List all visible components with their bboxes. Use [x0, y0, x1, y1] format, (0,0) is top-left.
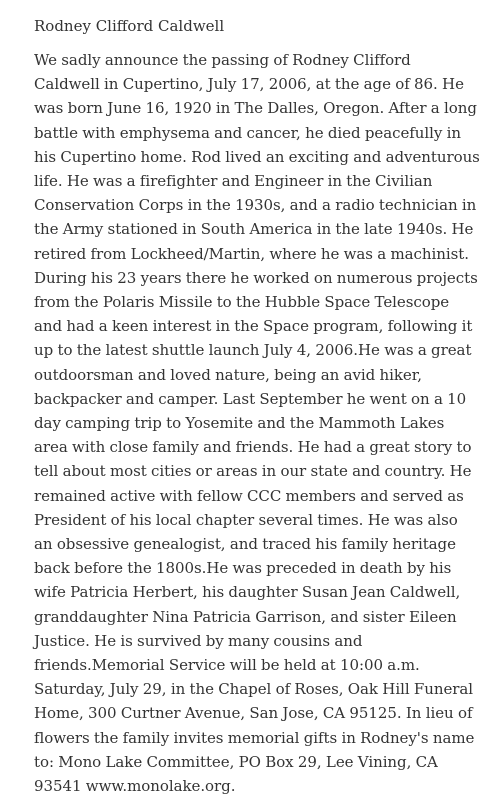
obituary-title: Rodney Clifford Caldwell	[34, 17, 225, 35]
obituary-document	[34, 14, 480, 798]
obituary-body: We sadly announce the passing of Rodney Clifford Caldwell in Cupertino, July 17, 2006, at the age of 86. He was born June 16, 1920 in The Dalles, Oregon. After a long battle with emphysema and cancer, he died peacefully in his Cupertino home. Rod lived an exciting and adventurous life. He was a firefighter and Engineer in the Civilian Conservation Corps in the 1930s, and a radio technician in the Army stationed in South America in the late 1940s. He retired from Lockheed/Martin, where he was a machinist. During his 23 years there he worked on numerous projects from the Polaris Missile to the Hubble Space Telescope and had a keen interest in the Space program, following it up to the latest shuttle launch July 4, 2006.He was a great outdoorsman and loved nature, being an avid hiker, backpacker and camper. Last September he went on a 10 day camping trip to Yosemite and the Mammoth Lakes area with close family and friends. He had a great story to tell about most cities or areas in our state and country. He remained active with fellow CCC members and served as President of his local chapter several times. He was also an obsessive genealogist, and traced his family heritage back before the 1800s.He was preceded in death by his wife Patricia Herbert, his daughter Susan Jean Caldwell, granddaughter Nina Patricia Garrison, and sister Eileen Justice. He is survived by many cousins and friends.Memorial Service will be held at 10:00 a.m. Saturday, July 29, in the Chapel of Roses, Oak Hill Funeral Home, 300 Curtner Avenue, San Jose, CA 95125. In lieu of flowers the family invites memorial gifts in Rodney's name to: Mono Lake Committee, PO Box 29, Lee Vining, CA 93541 www.monolake.org.	[34, 51, 480, 796]
